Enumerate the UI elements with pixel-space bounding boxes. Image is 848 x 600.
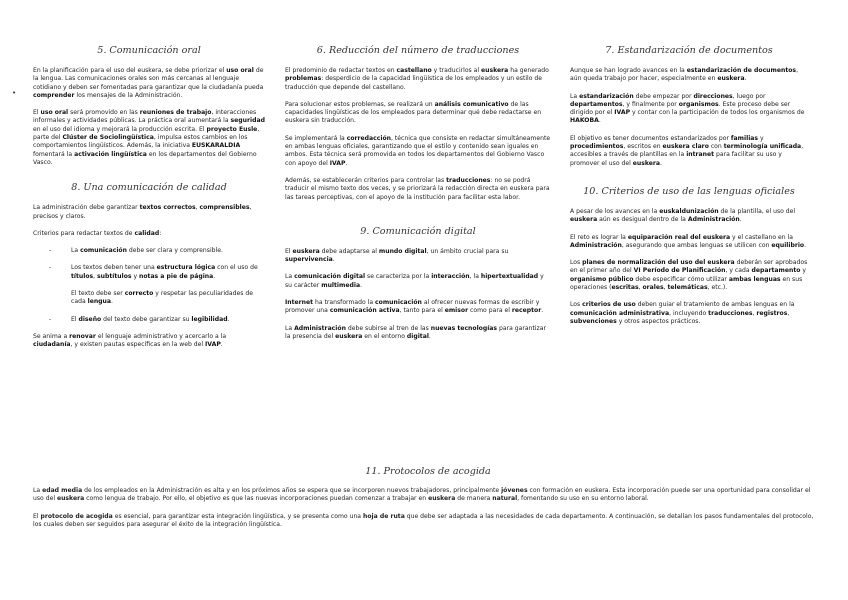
bold-term: natural xyxy=(492,495,518,503)
list-item-text: El texto debe ser correcto y respetar las peculiaridades de cada lengua. xyxy=(71,290,253,306)
section-8-title: 8. Una comunicación de calidad xyxy=(71,182,227,194)
bold-term: orales xyxy=(642,284,664,292)
bold-term: jóvenes xyxy=(501,487,528,494)
section-9-title: 9. Comunicación digital xyxy=(360,225,476,237)
bold-term: registros xyxy=(756,309,788,317)
bold-term: hoja de ruta xyxy=(362,512,405,520)
bold-term: Administración xyxy=(570,241,622,249)
quality-criteria-list xyxy=(33,247,265,324)
bold-term: renovar xyxy=(69,332,96,340)
section-7-paragraph-1: Aunque se han logrado avances en la estandarización de documentos, aún queda trabajo por hacer, especialmente en euskera. xyxy=(570,67,799,83)
bold-term: ciudadanía xyxy=(33,341,71,349)
bold-term: Administración xyxy=(687,216,740,224)
bold-term: multimedia xyxy=(321,281,361,289)
section-8-paragraph-2: Criterios para redactar textos de calidad: xyxy=(33,229,162,237)
section-11-paragraph-2: El protocolo de acogida es esencial, para garantizar esta integración lingüística, y se presenta como una hoja de ruta que debe ser adaptada a las necesidades de cada departamento. A continuación, se detallan los pasos fundamentales del protocolo, los cuales deben ser seguidos para asegurar el éxito de la integración lingüística. xyxy=(33,512,814,528)
bold-term: textos correctos xyxy=(139,204,196,212)
bold-term: euskera xyxy=(292,247,320,255)
bold-term: notas a pie de página xyxy=(139,272,214,280)
bold-term: euskera xyxy=(570,216,598,224)
section-10-paragraph-3: Los planes de normalización del uso del euskera deberán ser aprobados en el primer año del VI Período de Planificación, y cada departamento y organismo público debe especificar cómo utilizar ambas lenguas en sus operaciones (escritas, orales, telemáticas, etc.). xyxy=(570,259,808,292)
bold-term: euskera xyxy=(335,332,363,340)
section-6-paragraph-4: Además, se establecerán criterios para controlar las traducciones: no se podrá traducir el mismo texto dos veces, y se priorizará la redacción directa en euskera para las tareas perceptivas, con el apoyo de la institución para facilitar esta labor. xyxy=(285,176,550,201)
bold-term: IVAP xyxy=(329,159,346,167)
list-item-text: La comunicación debe ser clara y comprensible. xyxy=(71,247,223,255)
section-9-paragraph-3: Internet ha transformado la comunicación al ofrecer nuevas formas de escribir y promover una comunicación activa, tanto para el emisor como para el receptor. xyxy=(285,299,544,315)
bold-term: interacción xyxy=(431,273,470,281)
bold-term: criterios de uso xyxy=(582,301,636,309)
dash-marker: - xyxy=(49,315,52,323)
middle-column xyxy=(285,45,551,350)
bold-term: títulos xyxy=(71,272,94,280)
section-10-paragraph-1: A pesar de los avances en la euskaldunización de la plantilla, el uso del euskera aún es desigual dentro de la Administración. xyxy=(570,207,796,224)
section-5-paragraph-1: En la planificación para el uso del euskera, se debe priorizar el uso oral de la lengua. Las comunicaciones orales son más cercanas al lenguaje cotidiano y deben ser fomentadas para garantizar que la ciudadanía pueda comprender los mensajes de la Administración. xyxy=(33,67,264,99)
bold-term: euskera xyxy=(428,495,456,503)
section-10-title: 10. Criterios de uso de las lenguas oficiales xyxy=(583,185,795,197)
section-10-paragraph-2: El reto es lograr la equiparación real del euskera y el castellano en la Administración, asegurando que ambas lenguas se utilicen con equilibrio. xyxy=(570,233,807,249)
bold-term: planes de normalización del uso del euskera xyxy=(582,259,735,267)
bold-term: nuevas tecnologías xyxy=(430,324,498,332)
bold-term: ambas lenguas xyxy=(728,275,781,283)
bold-term: terminología unificada xyxy=(723,143,802,151)
bold-term: comunicación activa xyxy=(329,307,400,315)
bold-term: EUSKARALDIA xyxy=(191,142,241,150)
bold-term: organismos xyxy=(678,100,719,108)
bold-term: estandarización de documentos xyxy=(686,67,797,74)
bold-term: telemáticas xyxy=(667,284,708,292)
bold-term: HAKOBA xyxy=(570,117,599,125)
bold-term: euskaldunización xyxy=(659,207,719,215)
section-5-title: 5. Comunicación oral xyxy=(97,45,201,56)
section-6-paragraph-1: El predominio de redactar textos en castellano y traducirlos al euskera ha generado problemas: desperdicio de la capacidad lingüística de los empleados y un estilo de traducción que depende del castellano. xyxy=(285,67,549,91)
section-7-paragraph-3: El objetivo es tener documentos estandarizados por familias y procedimientos, escritos en euskera claro con terminología unificada, accesibles a través de plantillas en la intranet para facilitar su uso y promover el uso del euskera. xyxy=(570,134,804,167)
section-10-paragraph-4: Los criterios de uso deben guiar el tratamiento de ambas lenguas en la comunicación administrativa, incluyendo traducciones, registros, subvenciones y otros aspectos prácticos. xyxy=(570,301,795,325)
bold-term: seguridad xyxy=(230,117,265,125)
dash-marker: - xyxy=(49,264,52,272)
list-item xyxy=(33,290,265,307)
bold-term: mundo digital xyxy=(378,247,427,255)
section-8-paragraph-3: Se anima a renovar el lenguaje administrativo y acercarlo a la ciudadanía, y existen pautas específicas en la web del IVAP. xyxy=(33,332,227,349)
bold-term: Internet xyxy=(285,299,314,307)
left-column xyxy=(33,45,265,359)
bold-term: departamentos xyxy=(570,100,623,108)
bold-term: protocolo de acogida xyxy=(40,512,113,520)
bold-term: equiparación real del euskera xyxy=(627,233,731,241)
bold-term: subvenciones xyxy=(570,317,617,325)
bold-term: comprender xyxy=(33,91,75,99)
bold-term: castellano xyxy=(396,67,432,74)
section-11-title: 11. Protocolos de acogida xyxy=(365,466,491,477)
list-item-text: El diseño del texto debe garantizar su legibilidad. xyxy=(71,315,230,323)
bold-term: uso oral xyxy=(226,67,254,74)
bold-term: activación lingüística xyxy=(74,150,147,158)
bold-term: intranet xyxy=(686,151,715,159)
bold-term: análisis comunicativo xyxy=(434,100,509,108)
list-item xyxy=(33,316,265,324)
bold-term: estandarización xyxy=(579,92,634,100)
bottom-section xyxy=(33,466,823,538)
bold-term: comunicación digital xyxy=(294,273,366,281)
bold-term: uso oral xyxy=(40,109,69,117)
bold-term: supervivencia xyxy=(285,256,333,264)
bold-term: euskera claro xyxy=(662,143,709,151)
bold-term: departamento xyxy=(751,267,801,275)
bold-term: reuniones de trabajo xyxy=(139,109,212,117)
bold-term: euskera xyxy=(56,495,85,503)
bold-term: subtítulos xyxy=(97,272,132,280)
bold-term: lengua xyxy=(87,298,111,306)
bold-term: corredacción xyxy=(346,134,391,142)
bold-term: traducciones xyxy=(446,176,491,184)
section-9-paragraph-2: La comunicación digital se caracteriza por la interacción, la hipertextualidad y su carácter multimedia. xyxy=(285,273,544,289)
section-6-paragraph-3: Se implementará la corredacción, técnica que consiste en redactar simultáneamente en ambas lenguas oficiales, garantizando que el estilo y contenido sean iguales en ambos. Esta técnica será promovida en todos los departamentos del Gobierno Vasco con apoyo del IVAP. xyxy=(285,134,551,167)
section-5-paragraph-2: El uso oral será promovido en las reuniones de trabajo, interacciones informales y actividades públicas. La práctica oral aumentará la seguridad en el uso del idioma y mejorará la producción escrita. El proyecto Eusle, parte del Clúster de Sociolingüística, impulsa estos cambios en los comportamientos lingüísticos. Además, la iniciativa EUSKARALDIA fomentará la activación lingüística en los departamentos del Gobierno Vasco. xyxy=(33,109,265,166)
margin-marker: • xyxy=(12,89,17,97)
bold-term: receptor xyxy=(511,307,542,315)
bold-term: calidad xyxy=(134,229,160,237)
bold-term: euskera xyxy=(632,159,661,167)
bold-term: direcciones xyxy=(693,92,733,100)
bold-term: emisor xyxy=(444,307,469,315)
section-9-paragraph-4: La Administración debe subirse al tren de las nuevas tecnologías para garantizar la presencia del euskera en el entorno digital. xyxy=(285,324,546,340)
section-11-paragraph-1: La edad media de los empleados en la Administración es alta y en los próximos años se espera que se incorporen nuevos trabajadores, principalmente jóvenes con formación en euskera. Esta incorporación puede ser una oportunidad para consolidar el uso del euskera como lengua de trabajo. Por ello, el objetivo es que las nuevas incorporaciones puedan comenzar a trabajar en euskera de manera natural, fomentando su uso en su entorno laboral. xyxy=(33,487,811,503)
bold-term: problemas xyxy=(285,75,322,83)
bold-term: euskera xyxy=(481,67,509,74)
section-7-paragraph-2: La estandarización debe empezar por direcciones, luego por departamentos, y finalmente por organismos. Este proceso debe ser dirigido por el IVAP y contar con la participación de todos los organismos de HAKOBA. xyxy=(570,92,805,125)
bold-term: comprensibles xyxy=(199,204,250,212)
bold-term: VI Período de Planificación xyxy=(633,267,726,275)
bold-term: proyecto Eusle xyxy=(206,125,258,133)
bold-term: diseño xyxy=(78,315,102,323)
bold-term: comunicación xyxy=(375,299,422,307)
list-item xyxy=(33,264,265,281)
bold-term: Clúster de Sociolingüística xyxy=(62,134,154,142)
bold-term: traducciones xyxy=(708,309,753,317)
section-7-title: 7. Estandarización de documentos xyxy=(605,45,773,56)
section-9-paragraph-1: El euskera debe adaptarse al mundo digital, un ámbito crucial para su supervivencia. xyxy=(285,247,509,264)
bold-term: familias xyxy=(730,134,759,142)
section-8-paragraph-1: La administración debe garantizar textos correctos, comprensibles, precisos y claros. xyxy=(33,204,252,220)
section-6-title: 6. Reducción del número de traducciones xyxy=(316,45,520,56)
list-item xyxy=(33,247,265,255)
bold-term: comunicación xyxy=(80,247,127,255)
bold-term: estructura lógica xyxy=(156,264,216,272)
bold-term: organismo público xyxy=(570,275,634,283)
bold-term: legibilidad xyxy=(191,315,228,323)
bold-term: comunicación administrativa xyxy=(570,309,670,317)
bold-term: escritas xyxy=(611,284,639,292)
dash-marker: - xyxy=(49,247,52,255)
bold-term: edad media xyxy=(42,487,83,494)
list-item-text: Los textos deben tener una estructura lógica con el uso de títulos, subtítulos y notas a pie de página. xyxy=(71,264,258,280)
bold-term: IVAP xyxy=(614,109,631,117)
right-column xyxy=(570,45,808,335)
bold-term: digital xyxy=(406,332,429,340)
bold-term: IVAP xyxy=(205,341,221,349)
bold-term: equilibrio xyxy=(771,241,805,249)
bold-term: correcto xyxy=(124,290,154,298)
bold-term: Administración xyxy=(294,324,346,332)
section-6-paragraph-2: Para solucionar estos problemas, se realizará un análisis comunicativo de las capacidades lingüísticas de los empleados para determinar qué debe redactarse en euskera sin traducción. xyxy=(285,100,542,125)
bold-term: procedimientos xyxy=(570,143,624,151)
bold-term: euskera xyxy=(717,75,745,83)
bold-term: hipertextualidad xyxy=(480,273,539,281)
